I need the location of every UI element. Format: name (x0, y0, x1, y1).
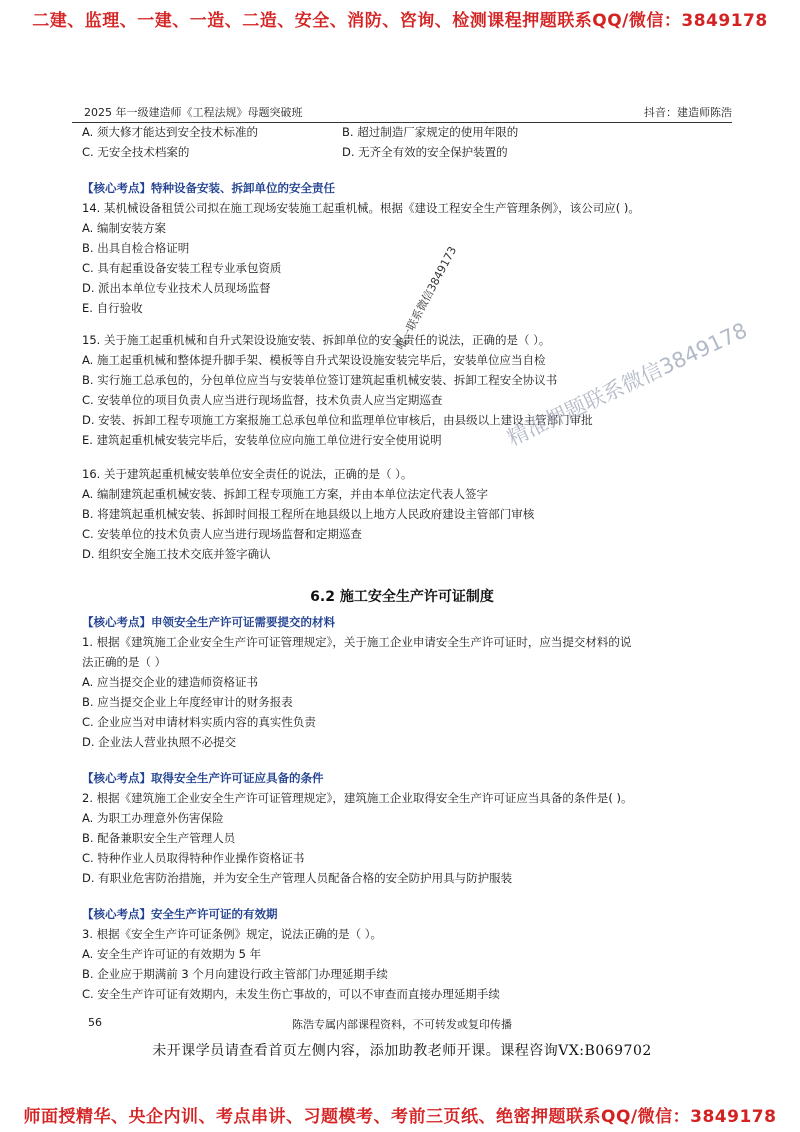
answer-option: D. 组织安全施工技术交底并签字确认 (82, 547, 271, 561)
answer-option: C. 企业应当对申请材料实质内容的真实性负责 (82, 715, 316, 729)
question-stem: 3. 根据《安全生产许可证条例》规定，说法正确的是（ ）。 (82, 927, 383, 941)
answer-option: D. 有职业危害防治措施，并为安全生产管理人员配备合格的安全防护用具与防护服装 (82, 871, 513, 885)
answer-option: A. 施工起重机械和整体提升脚手架、模板等自升式架设设施安装完毕后，安装单位应当自检 (82, 353, 546, 367)
answer-option: D. 派出本单位专业技术人员现场监督 (82, 281, 271, 295)
answer-option: B. 出具自检合格证明 (82, 241, 190, 255)
answer-option: C. 安装单位的项目负责人应当进行现场监督，技术负责人应当定期巡查 (82, 393, 443, 407)
answer-option: A. 安全生产许可证的有效期为 5 年 (82, 947, 262, 961)
prev-option-d: D. 无齐全有效的安全保护装置的 (342, 145, 508, 159)
section-title: 6.2 施工安全生产许可证制度 (310, 589, 494, 605)
bottom-contact-banner: 师面授精华、央企内训、考点串讲、习题模考、考前三页纸、绝密押题联系QQ/微信：3849178 (23, 1106, 777, 1127)
footer-copyright-note: 陈浩专属内部课程资料，不可转发或复印传播 (292, 1018, 512, 1031)
question-stem: 14. 某机械设备租赁公司拟在施工现场安装施工起重机械。根据《建设工程安全生产管理条例》，该公司应( )。 (82, 201, 640, 215)
course-promo-line: 未开课学员请查看首页左侧内容，添加助教老师开课。课程咨询VX:B069702 (152, 1043, 652, 1059)
answer-option: D. 安装、拆卸工程专项施工方案报施工总承包单位和监理单位审核后，由县级以上建设主管部门审批 (82, 413, 593, 427)
answer-option: E. 建筑起重机械安装完毕后，安装单位应向施工单位进行安全使用说明 (82, 433, 442, 447)
answer-option: A. 编制建筑起重机械安装、拆卸工程专项施工方案，并由本单位法定代表人签字 (82, 487, 488, 501)
answer-option: A. 为职工办理意外伤害保险 (82, 811, 224, 825)
answer-option: C. 安装单位的技术负责人应当进行现场监督和定期巡查 (82, 527, 362, 541)
answer-option: B. 应当提交企业上年度经审计的财务报表 (82, 695, 293, 709)
answer-option: B. 企业应于期满前 3 个月向建设行政主管部门办理延期手续 (82, 967, 388, 981)
answer-option: C. 具有起重设备安装工程专业承包资质 (82, 261, 282, 275)
question-stem: 15. 关于施工起重机械和自升式架设设施安装、拆卸单位的安全责任的说法，正确的是（ ）。 (82, 333, 551, 347)
core-topic-heading: 【核心考点】安全生产许可证的有效期 (82, 907, 278, 921)
book-title: 2025 年一级建造师《工程法规》母题突破班 (84, 106, 303, 119)
core-topic-heading: 【核心考点】申领安全生产许可证需要提交的材料 (82, 615, 335, 629)
question-stem: 1. 根据《建筑施工企业安全生产许可证管理规定》，关于施工企业申请安全生产许可证时，应当提交材料的说 (82, 635, 632, 649)
core-topic-heading: 【核心考点】取得安全生产许可证应具备的条件 (82, 771, 324, 785)
answer-option: B. 将建筑起重机械安装、拆卸时间报工程所在地县级以上地方人民政府建设主管部门审核 (82, 507, 535, 521)
page-header (72, 102, 732, 120)
prev-option-b: B. 超过制造厂家规定的使用年限的 (342, 125, 519, 139)
answer-option: C. 特种作业人员取得特种作业操作资格证书 (82, 851, 305, 865)
header-divider (72, 122, 732, 123)
answer-option: B. 实行施工总承包的，分包单位应当与安装单位签订建筑起重机械安装、拆卸工程安全协议书 (82, 373, 558, 387)
answer-option: A. 编制安装方案 (82, 221, 166, 235)
answer-option: D. 企业法人营业执照不必提交 (82, 735, 237, 749)
page-number: 56 (88, 1016, 102, 1029)
faded-watermark: 精准押题联系微信3849178 (503, 318, 751, 451)
core-topic-heading: 【核心考点】特种设备安装、拆卸单位的安全责任 (82, 181, 335, 195)
question-stem-continued: 法正确的是（ ） (82, 655, 167, 669)
diagonal-watermark: 唯一联系微信3849173 (393, 244, 460, 353)
author-credit: 抖音：建造师陈浩 (644, 106, 732, 119)
document-page (72, 100, 751, 1090)
answer-option: E. 自行验收 (82, 301, 143, 315)
answer-option: B. 配备兼职安全生产管理人员 (82, 831, 236, 845)
question-stem: 2. 根据《建筑施工企业安全生产许可证管理规定》，建筑施工企业取得安全生产许可证应当具备的条件是( )。 (82, 791, 633, 805)
answer-option: A. 应当提交企业的建造师资格证书 (82, 675, 258, 689)
question-stem: 16. 关于建筑起重机械安装单位安全责任的说法，正确的是（ ）。 (82, 467, 413, 481)
prev-option-a: A. 须大修才能达到安全技术标准的 (82, 125, 258, 139)
answer-option: C. 安全生产许可证有效期内，未发生伤亡事故的，可以不审查而直接办理延期手续 (82, 987, 500, 1001)
top-contact-banner: 二建、监理、一建、一造、二造、安全、消防、咨询、检测课程押题联系QQ/微信：3849178 (32, 10, 768, 31)
prev-option-c: C. 无安全技术档案的 (82, 145, 190, 159)
